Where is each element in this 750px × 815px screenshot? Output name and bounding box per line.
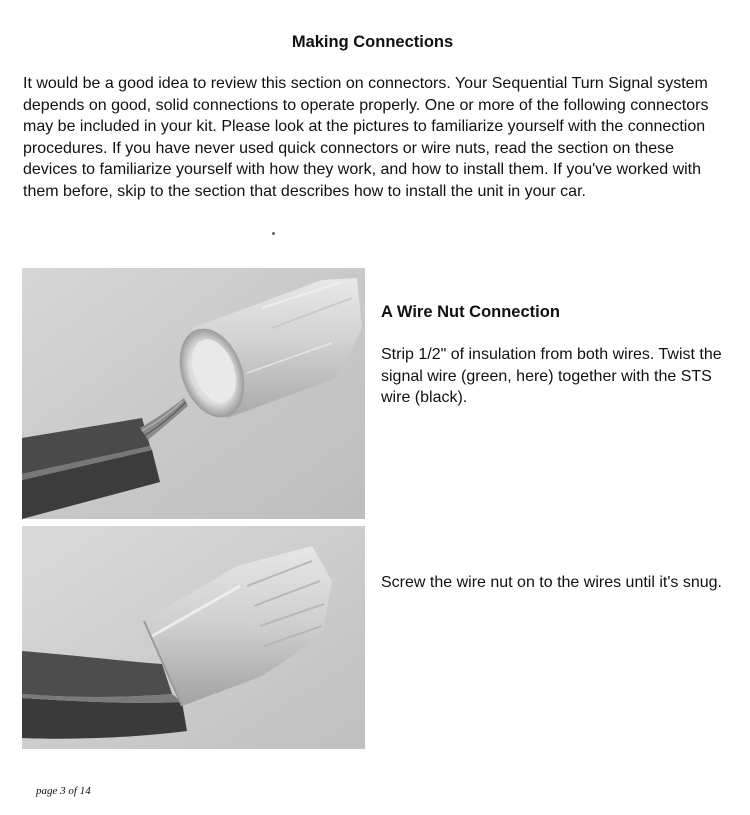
- section-heading: A Wire Nut Connection: [381, 303, 560, 321]
- step-text-strip-twist: Strip 1/2" of insulation from both wires. Twist the signal wire (green, here) together with the STS wire (black).: [381, 346, 722, 406]
- speck: [272, 232, 275, 235]
- step-text-screw-on: Screw the wire nut on to the wires until it's snug.: [381, 574, 722, 591]
- page-number: page 3 of 14: [36, 785, 91, 797]
- wire-nut-photo-before: [22, 268, 365, 519]
- intro-paragraph: It would be a good idea to review this section on connectors. Your Sequential Turn Signal system depends on good, solid connections to operate properly. One or more of the following connectors may be included in your kit. Please look at the pictures to familiarize yourself with the connection procedures. If you have never used quick connectors or wire nuts, read the section on these devices to familiarize yourself with how they work, and how to install them. If you've worked with them before, skip to the section that describes how to install the unit in your car.: [23, 75, 709, 200]
- wire-nut-photo-after: [22, 526, 365, 749]
- page-title: Making Connections: [291, 33, 454, 51]
